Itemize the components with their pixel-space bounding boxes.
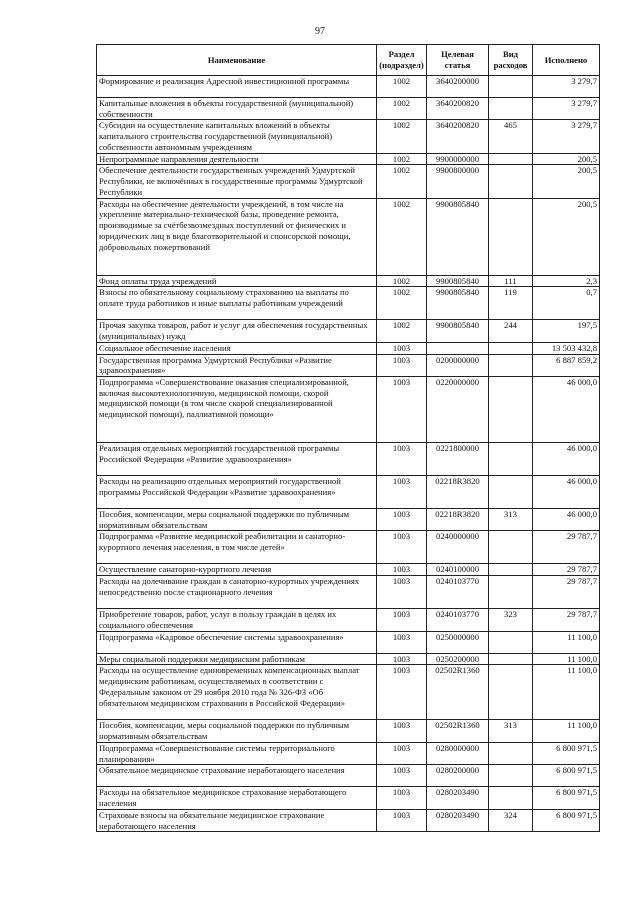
row-section: 1003 [377,476,427,509]
row-exp-type [489,531,533,564]
row-section: 1003 [377,720,427,742]
row-exp-type [489,165,533,198]
row-name: Расходы на долечивание граждан в санаторно-курортных учреждениях непосредственно после стационарного лечения [97,576,377,609]
row-exp-type [489,576,533,609]
row-section: 1003 [377,765,427,787]
row-target: 3640200820 [427,98,489,120]
row-name: Приобретение товаров, работ, услуг в пользу граждан в целях их социального обеспечения [97,609,377,631]
row-exp-type [489,198,533,275]
row-amount: 6 800 971,5 [533,809,600,831]
row-amount: 29 787,7 [533,531,600,564]
row-section: 1003 [377,609,427,631]
row-target: 02502R1360 [427,665,489,720]
table-row [97,609,600,631]
table-row [97,653,600,665]
row-section: 1003 [377,809,427,831]
table-row [97,342,600,354]
table-row [97,720,600,742]
page-number: 97 [315,26,325,37]
row-exp-type: 119 [489,287,533,320]
row-name: Подпрограмма «Развитие медицинской реабилитации и санаторно-курортного лечения населения, в том числе детей» [97,531,377,564]
row-target: 3640200000 [427,76,489,98]
row-section: 1003 [377,742,427,764]
table-row [97,787,600,809]
row-target: 0250200000 [427,653,489,665]
col-header-name: Наименование [97,45,377,76]
row-target: 02502R1360 [427,720,489,742]
row-exp-type [489,76,533,98]
row-target: 0280000000 [427,742,489,764]
row-name: Обеспечение деятельности государственных учреждений Удмуртской Республики, не включённых в государственные программы Удмуртской Республики [97,165,377,198]
row-exp-type [489,153,533,165]
row-section: 1002 [377,165,427,198]
row-section: 1002 [377,198,427,275]
row-target: 0221800000 [427,443,489,476]
row-section: 1002 [377,153,427,165]
row-name: Осуществление санаторно-курортного лечения [97,564,377,576]
row-amount: 13 503 432,8 [533,342,600,354]
row-name: Реализация отдельных мероприятий государственной программы Российской Федерации «Развитие здравоохранения» [97,443,377,476]
row-target: 0250000000 [427,631,489,653]
row-exp-type: 313 [489,720,533,742]
row-name: Государственная программа Удмуртской Республики «Развитие здравоохранения» [97,354,377,376]
table-row [97,98,600,120]
row-amount: 11 100,0 [533,631,600,653]
row-amount: 29 787,7 [533,609,600,631]
row-target: 9900800000 [427,165,489,198]
table-row [97,377,600,443]
row-exp-type [489,354,533,376]
col-header-target: Целевая статья [427,45,489,76]
row-name: Социальное обеспечение населения [97,342,377,354]
row-target: 9900805840 [427,320,489,342]
row-name: Расходы на обязательное медицинское страхование неработающего населения [97,787,377,809]
row-amount: 200,5 [533,198,600,275]
table-row [97,564,600,576]
row-name: Фонд оплаты труда учреждений [97,275,377,287]
row-target: 0240103770 [427,576,489,609]
row-name: Взносы по обязательному социальному страхованию на выплаты по оплате труда работников и иные выплаты работникам учреждений [97,287,377,320]
row-exp-type: 244 [489,320,533,342]
row-section: 1003 [377,377,427,443]
row-section: 1002 [377,320,427,342]
row-name: Непрограммные направления деятельности [97,153,377,165]
row-amount: 29 787,7 [533,564,600,576]
row-amount: 200,5 [533,165,600,198]
row-amount: 6 887 859,2 [533,354,600,376]
row-name: Пособия, компенсации, меры социальной поддержки по публичным нормативным обязательствам [97,509,377,531]
col-header-exp-type: Вид расходов [489,45,533,76]
row-exp-type: 324 [489,809,533,831]
row-target: 9900805840 [427,287,489,320]
row-target: 0240103770 [427,609,489,631]
row-amount: 3 279,7 [533,76,600,98]
row-exp-type: 323 [489,609,533,631]
row-amount: 46 000,0 [533,509,600,531]
row-name: Подпрограмма «Совершенствование оказания специализированной, включая высокотехнологичную, медицинской помощи, скорой медицинской помощи (в том числе скорой специализированной медицинской помощи), паллиативной помощи» [97,377,377,443]
row-exp-type [489,443,533,476]
row-amount: 11 100,0 [533,665,600,720]
row-amount: 11 100,0 [533,653,600,665]
row-name: Расходы на обеспечение деятельности учреждений, в том числе на укрепление материально-технической базы, проведение ремонта, производимые за счётбезвозмездных поступлений от физических и юридических лиц в виде благотворительной и спонсорской помощи, добровольных пожертвований [97,198,377,275]
row-name: Капитальные вложения в объекты государственной (муниципальной) собственности [97,98,377,120]
row-amount: 46 000,0 [533,443,600,476]
row-section: 1002 [377,275,427,287]
row-target: 02218R3820 [427,476,489,509]
row-exp-type: 313 [489,509,533,531]
row-name: Обязательное медицинское страхование неработающего населения [97,765,377,787]
table-row [97,631,600,653]
table-row [97,287,600,320]
table-row [97,765,600,787]
row-exp-type [489,665,533,720]
row-target: 02218R3820 [427,509,489,531]
table-row [97,476,600,509]
row-section: 1003 [377,509,427,531]
col-header-executed: Исполнено [533,45,600,76]
row-section: 1003 [377,443,427,476]
row-exp-type [489,377,533,443]
row-section: 1003 [377,564,427,576]
row-target: 0240100000 [427,564,489,576]
row-target [427,342,489,354]
row-exp-type [489,98,533,120]
row-exp-type [489,476,533,509]
table-row [97,354,600,376]
row-section: 1003 [377,342,427,354]
row-exp-type [489,742,533,764]
row-target: 9900805840 [427,275,489,287]
row-amount: 29 787,7 [533,576,600,609]
row-amount: 3 279,7 [533,98,600,120]
row-target: 3640200820 [427,120,489,153]
row-section: 1003 [377,576,427,609]
table-row [97,320,600,342]
row-name: Прочая закупка товаров, работ и услуг для обеспечения государственных (муниципальных) нужд [97,320,377,342]
row-section: 1002 [377,76,427,98]
table-row [97,120,600,153]
row-amount: 6 800 971,5 [533,787,600,809]
table-row [97,275,600,287]
row-exp-type [489,342,533,354]
row-amount: 197,5 [533,320,600,342]
row-section: 1002 [377,120,427,153]
row-target: 0220000000 [427,377,489,443]
table-row [97,76,600,98]
row-amount: 11 100,0 [533,720,600,742]
row-target: 0280200000 [427,765,489,787]
row-exp-type [489,631,533,653]
table-row [97,742,600,764]
row-name: Расходы на осуществление единовременных компенсационных выплат медицинским работникам, осуществляемых в соответствии с Федеральным законом от 29 ноября 2010 года № 326-ФЗ «Об обязательном медицинском страховании в Российской Федерации» [97,665,377,720]
budget-table [96,44,600,832]
table-row [97,198,600,275]
row-section: 1003 [377,631,427,653]
row-name: Расходы на реализацию отдельных мероприятий государственной программы Российской Федерации «Развитие здравоохранения» [97,476,377,509]
row-target: 0280203490 [427,787,489,809]
row-amount: 6 800 971,5 [533,742,600,764]
row-section: 1002 [377,98,427,120]
row-name: Подпрограмма «Совершенствование системы территориального планирования» [97,742,377,764]
table-row [97,665,600,720]
row-target: 0240000000 [427,531,489,564]
row-target: 0200000000 [427,354,489,376]
row-amount: 0,7 [533,287,600,320]
row-target: 0280203490 [427,809,489,831]
row-exp-type: 111 [489,275,533,287]
row-name: Формирование и реализация Адресной инвестиционной программы [97,76,377,98]
table-row [97,509,600,531]
row-section: 1002 [377,287,427,320]
table-row [97,576,600,609]
table-row [97,153,600,165]
row-exp-type [489,653,533,665]
col-header-section: Раздел (подраздел) [377,45,427,76]
table-row [97,165,600,198]
table-header-row [97,45,600,76]
row-amount: 2,3 [533,275,600,287]
row-name: Страховые взносы на обязательное медицинское страхование неработающего населения [97,809,377,831]
row-name: Субсидии на осуществление капитальных вложений в объекты капитального строительства государственной (муниципальной) собственности автономным учреждениям [97,120,377,153]
row-exp-type [489,787,533,809]
row-section: 1003 [377,787,427,809]
row-section: 1003 [377,354,427,376]
row-amount: 200,5 [533,153,600,165]
row-amount: 6 800 971,5 [533,765,600,787]
table-row [97,809,600,831]
row-amount: 46 000,0 [533,377,600,443]
row-amount: 46 000,0 [533,476,600,509]
row-name: Меры социальной поддержки медицинским работникам [97,653,377,665]
row-name: Пособия, компенсации, меры социальной поддержки по публичным нормативным обязательствам [97,720,377,742]
row-section: 1003 [377,531,427,564]
row-exp-type: 465 [489,120,533,153]
row-exp-type [489,564,533,576]
row-name: Подпрограмма «Кадровое обеспечение системы здравоохранения» [97,631,377,653]
row-section: 1003 [377,665,427,720]
table-row [97,531,600,564]
row-target: 9900805840 [427,198,489,275]
row-section: 1003 [377,653,427,665]
row-exp-type [489,765,533,787]
table-row [97,443,600,476]
row-target: 9900000000 [427,153,489,165]
row-amount: 3 279,7 [533,120,600,153]
